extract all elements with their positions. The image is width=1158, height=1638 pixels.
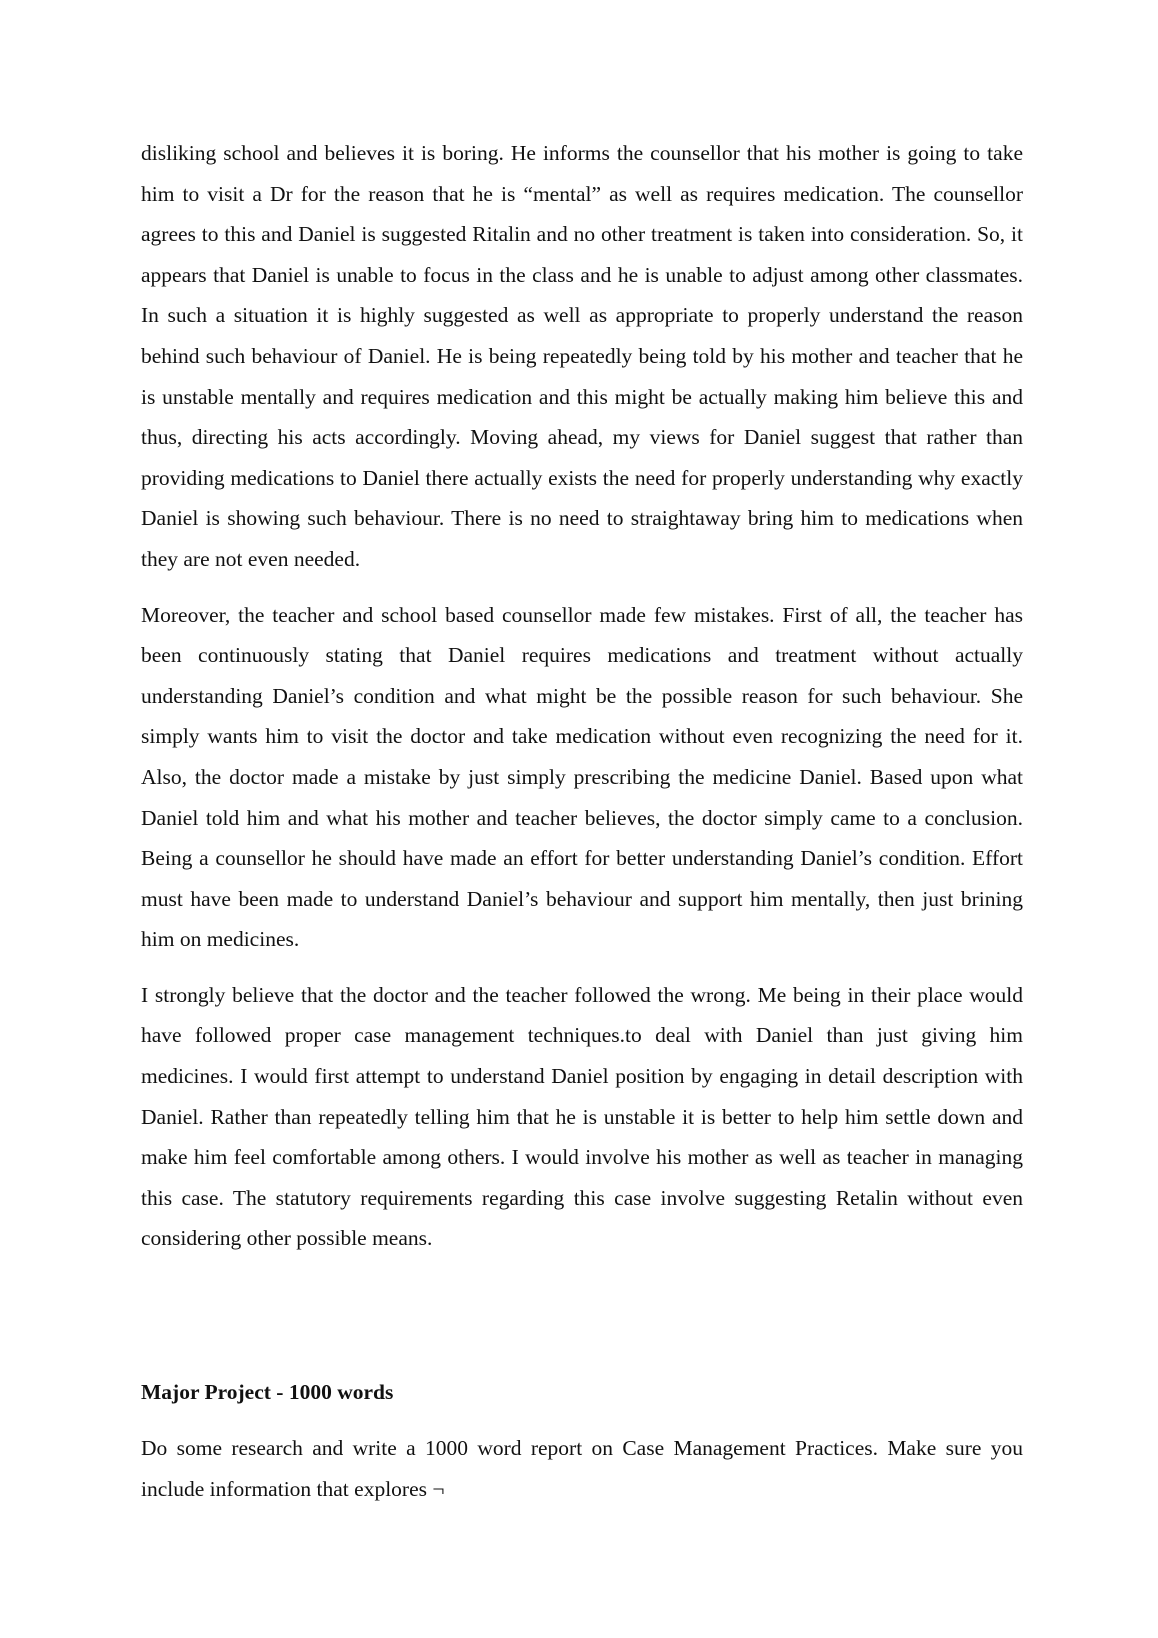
- paragraph-personal-approach: I strongly believe that the doctor and the teacher followed the wrong. Me being in their place would have followed proper case management techniques.to deal with Daniel than just giving him medicines. I would first attempt to understand Daniel position by engaging in detail description with Daniel. Rather than repeatedly telling him that he is unstable it is better to help him settle down and make him feel comfortable among others. I would involve his mother as well as teacher in managing this case. The statutory requirements regarding this case involve suggesting Retalin without even considering other possible means.: [141, 982, 1023, 1251]
- document-body: [141, 133, 1023, 1501]
- section-heading-major-project: Major Project - 1000 words: [141, 1380, 394, 1404]
- paragraph-project-instructions: Do some research and write a 1000 word report on Case Management Practices. Make sure you include information that explores ¬: [141, 1436, 1023, 1501]
- paragraph-daniel-background: disliking school and believes it is boring. He informs the counsellor that his mother is going to take him to visit a Dr for the reason that he is “mental” as well as requires medication. The counsellor agrees to this and Daniel is suggested Ritalin and no other treatment is taken into consideration. So, it appears that Daniel is unable to focus in the class and he is unable to adjust among other classmates. In such a situation it is highly suggested as well as appropriate to properly understand the reason behind such behaviour of Daniel. He is being repeatedly being told by his mother and teacher that he is unstable mentally and requires medication and this might be actually making him believe this and thus, directing his acts accordingly. Moving ahead, my views for Daniel suggest that rather than providing medications to Daniel there actually exists the need for properly understanding why exactly Daniel is showing such behaviour. There is no need to straightaway bring him to medications when they are not even needed.: [141, 141, 1023, 571]
- paragraph-mistakes: Moreover, the teacher and school based counsellor made few mistakes. First of all, the teacher has been continuously stating that Daniel requires medications and treatment without actually understanding Daniel’s condition and what might be the possible reason for such behaviour. She simply wants him to visit the doctor and take medication without even recognizing the need for it. Also, the doctor made a mistake by just simply prescribing the medicine Daniel. Based upon what Daniel told him and what his mother and teacher believes, the doctor simply came to a conclusion. Being a counsellor he should have made an effort for better understanding Daniel’s condition. Effort must have been made to understand Daniel’s behaviour and support him mentally, then just brining him on medicines.: [141, 602, 1023, 952]
